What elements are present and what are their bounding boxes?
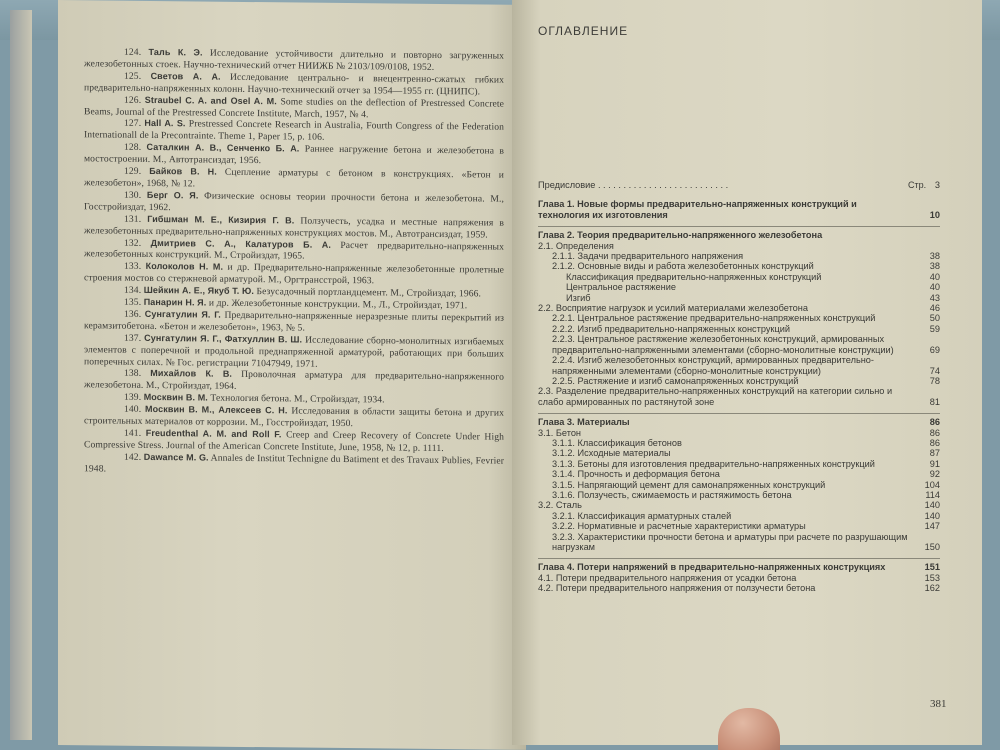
toc-chapter [538,558,940,572]
toc-entry-page: 140 [924,500,940,511]
reference-text: Раннее нагружение бетона и железобетона в мостостроении. М., Автотрансиздат, 1956. [84,143,505,167]
reference-number: 129. [124,165,142,177]
toc-entry-title: 3.1.1. Классификация бетонов [552,437,682,448]
reference-number: 125. [124,70,142,82]
reference-author: Дмитриев С. А., Калатуров Б. А. [150,237,331,250]
left-page [58,0,526,750]
reference-number: 132. [124,237,142,249]
toc-entry-page: 78 [929,375,940,386]
reference-text: Some studies on the deflection of Prestressed Concrete Beams, Journal of the Prestressed Concrete Institute, March, 1957, № 4. [84,95,504,120]
toc-entry-page: 38 [929,251,940,262]
reference-number: 131. [124,213,142,225]
toc-entry [538,500,940,510]
reference-author: Шейкин А. Е., Якуб Т. Ю. [143,285,254,297]
toc-entry-title: 2.2.1. Центральное растяжение предварительно-напряженных конструкций [552,313,876,324]
toc-entry [538,272,940,282]
reference-author: Freudenthal A. M. and Roll F. [145,427,282,440]
toc-entry-page: 50 [929,313,940,324]
page-column-label: Стр. [908,180,927,190]
reference-author: Москвин В. М. [143,392,208,403]
toc-entry-title: Классификация предварительно-напряженных конструкций [566,271,822,282]
toc-entry-title: 2.2.3. Центральное растяжение железобетонных конструкций, армированных предварительно-напряженными элементами (сборно-монолитные конструкции) [552,334,894,355]
reference-text: Технология бетона. М., Стройиздат, 1934. [210,392,385,406]
reference-author: Колоколов Н. М. [145,261,224,273]
toc-entry-title: 2.2.4. Изгиб железобетонных конструкций, армированных предварительно-напряженными элементами (сборно-монолитные конструкции) [552,355,874,376]
reference-number: 136. [124,308,142,320]
toc-entry-title: 2.3. Разделение предварительно-напряженных конструкций на категории сильно и слабо армированных по растянутой зоне [538,386,893,407]
reference-text: Сцепление арматуры с бетоном в конструкциях. «Бетон и железобетон», 1968, № 12. [84,166,504,190]
toc-entry-page: 38 [929,261,940,272]
reference-author: Dawance M. G. [143,451,209,463]
toc-entry [538,334,940,355]
toc-entry-page: 147 [924,521,940,532]
reference-author: Байков В. Н. [149,166,217,177]
toc-entry-title: 3.2. Сталь [538,500,582,511]
reference-author: Гибшман М. Е., Кизирия Г. В. [147,213,295,226]
reference-text: Физические основы теории прочности бетона и железобетона. М., Госстройиздат, 1962. [84,190,504,213]
toc-entry-page: 69 [929,344,940,355]
right-page [512,0,982,745]
toc-entry-page: 114 [925,489,940,500]
toc-entry [538,303,940,313]
reference-number: 135. [124,296,142,308]
reference-author: Светов А. А. [150,70,221,82]
toc-entry [538,521,940,531]
reference-number: 138. [124,368,142,380]
toc-entry-title: 2.2.2. Изгиб предварительно-напряженных конструкций [552,323,790,334]
reference-number: 142. [124,451,142,463]
toc-entry-title: 4.2. Потери предварительного напряжения от ползучести бетона [538,583,816,594]
toc-entry-page: 151 [924,562,940,573]
toc-entry-title: 2.1. Определения [538,240,614,251]
toc-entry-title: 3.1.5. Напрягающий цемент для самонапряженных конструкций [552,479,826,490]
toc-entry-title: 3.1.6. Ползучесть, сжимаемость и растяжимость бетона [552,489,792,500]
reference-number: 128. [124,141,142,154]
reference-text: Prestressed Concrete Research in Australia, Fourth Congress of the Federation Internationall de la Precontrainte. Theme 1, Paper 15, p. 106. [84,118,504,144]
toc-chapter [538,413,940,427]
reference-text: Исследование центрально- и внецентренно-сжатых гибких предварительно-напряженных колонн. Научно-технический отчет за 1954—1955 гг. (ЦНИПС). [84,71,504,98]
reference-author: Саталкин А. В., Сенченко Б. А. [146,142,300,154]
reference-author: Таль К. Э. [148,46,203,58]
toc-entry-page: 150 [924,542,940,552]
reference-author: Сунгатулин Я. Г., Фатхуллин В. Ш. [144,332,303,345]
reference-text: и др. Железобетонные конструкции. М., Л., Стройиздат, 1971. [208,297,468,312]
toc-entry-title: 3.1.3. Бетоны для изготовления предварительно-напряженных конструкций [552,458,875,469]
toc-entry-title: Глава 1. Новые формы предварительно-напряженных конструкций и технология их изготовления [538,199,857,220]
reference-text: Исследование сборно-монолитных изгибаемых элементов с поперечной и продольной преднапряженной арматурой, работающих при больших поперечных силах. № Гос. регистрации 71047949, 1971. [84,334,505,370]
toc-entry-page: 74 [929,365,940,376]
reference-text: Annales de Institut Technigne du Batiment et des Travaux Publies, Fevrier 1948. [84,452,504,475]
reference-list [84,46,504,479]
toc-entry [538,251,940,261]
reference-number: 124. [124,46,142,58]
reference-number: 139. [124,391,142,404]
reference-number: 130. [124,189,142,201]
reference-number: 141. [124,427,142,439]
page-title: ОГЛАВЛЕНИЕ [538,24,629,38]
toc-entry-page: 87 [929,448,940,459]
toc-entry [538,261,940,271]
reference-author: Панарин Н. Я. [143,296,207,308]
toc-entry [538,241,940,251]
reference-text: Предварительно-напряженные неразрезные плиты перекрытий из керамзитобетона. «Бетон и железобетон», 1963, № 5. [84,309,505,334]
reference-number: 126. [124,94,142,106]
reference-text: и др. Предварительно-напряженные железобетонные пролетные строения мостов со стержневой арматурой. М., Оргтрансстрой, 1963. [84,262,504,287]
toc-entry-title: 3.2.2. Нормативные и расчетные характеристики арматуры [552,521,806,532]
reference-author: Михайлов К. В. [150,368,233,380]
toc-entry [538,386,940,407]
reference-text: Исследования в области защиты бетона и других строительных материалов от коррозии. М., Госстройиздат, 1950. [84,405,504,430]
toc-entry [538,282,940,292]
reference-text: Ползучесть, усадка и местные напряжения в железобетонных предварительно-напряженных конструкциях мостов. М., Автотрансиздат, 1959. [84,215,504,241]
toc-entry [538,324,940,334]
toc-entry [538,355,940,376]
toc-chapter [538,226,940,240]
book-spread [28,0,988,750]
reference-author: Москвин В. М., Алексеев С. Н. [145,404,288,416]
toc-entry [538,480,940,490]
toc-entry-title: 3.2.1. Классификация арматурных сталей [552,510,732,521]
reference-author: Straubel C. A. and Osel A. M. [144,94,277,106]
toc-entry [538,438,940,448]
reference-text: Расчет предварительно-напряженных железобетонных конструкций. М., Стройиздат, 1965. [84,239,505,262]
reference-number: 127. [124,118,142,130]
toc-entry [538,490,940,500]
reference-author: Сунгатулин Я. Г. [144,308,221,320]
toc-entry [538,469,940,479]
reference-number: 133. [124,261,142,273]
toc-entry-title: 3.1.2. Исходные материалы [552,448,671,459]
toc-entry-page: 40 [929,282,940,293]
reference-text: Исследование устойчивости длительно и повторно загруженных железобетонных стоек. Научно-технический отчет НИИЖБ № 2103/109/0108, 1952. [84,47,505,73]
toc-entry-page: 91 [929,458,940,469]
reference-text: Безусадочный портландцемент. М., Стройиздат, 1966. [256,286,482,300]
toc-entry [538,448,940,458]
toc-entry-title: Изгиб [566,292,591,303]
toc-entry-title: Центральное растяжение [566,282,676,293]
toc-entry-page: 59 [929,323,940,334]
toc-entry-title: 2.1.1. Задачи предварительного напряжения [552,251,744,262]
toc-entry [538,459,940,469]
toc-entry-title: Глава 4. Потери напряжений в предварительно-напряженных конструкциях [538,562,886,573]
toc-entry-page: 104 [924,479,940,490]
toc-entry-title: 3.1.4. Прочность и деформация бетона [552,469,720,480]
toc-entry [538,511,940,521]
toc-entry-title: 2.2. Восприятие нагрузок и усилий материалами железобетона [538,303,808,314]
reference-item [84,451,504,479]
toc-entry [538,573,940,583]
toc-entry-page: 153 [924,572,940,583]
reference-number: 140. [124,403,142,416]
reference-item [84,332,504,372]
toc-entry-title: Предисловие . . . . . . . . . . . . . . . . . . . . . . . . . . [538,180,729,190]
toc-entry-page: 43 [929,292,940,303]
reference-author: Берг О. Я. [146,189,199,201]
toc-entry-title: 4.1. Потери предварительного напряжения от усадки бетона [538,572,797,583]
toc-entry-page: 81 [929,396,940,407]
toc-chapter [538,196,940,220]
toc-entry-page: 10 [929,209,940,220]
table-of-contents [538,180,940,594]
reference-text: Проволочная арматура для предварительно-напряженного железобетона. М., Стройиздат, 1964. [84,369,504,393]
toc-entry-page: 40 [929,271,940,282]
toc-entry-title: Глава 3. Материалы [538,417,630,428]
toc-entry [538,313,940,323]
toc-entry-page: 3 [934,180,940,190]
toc-entry-page: 162 [924,583,940,594]
reference-author: Hall A. S. [144,118,186,129]
toc-entry-page: 140 [924,510,940,521]
toc-entry-page: 86 [929,417,940,428]
toc-entry-title: 2.1.2. Основные виды и работа железобетонных конструкций [552,261,814,272]
toc-entry-title: 3.1. Бетон [538,427,581,438]
toc-entry [538,293,940,303]
toc-entry-page: 86 [929,427,940,438]
reference-number: 137. [124,332,142,344]
toc-entry-page: 86 [929,437,940,448]
toc-entry [538,180,940,190]
toc-entry-page: 46 [929,303,940,314]
toc-entry-title: 3.2.3. Характеристики прочности бетона и арматуры при расчете по разрушающим нагрузкам [552,531,908,552]
toc-entry-page: 92 [929,469,940,480]
toc-entry [538,583,940,593]
reference-text: Creep and Creep Recovery of Concrete Under High Compressive Stress. Journal of the American Concrete Institute, June, 1958, № 12, p. 1111. [84,429,505,454]
toc-entry [538,532,940,553]
toc-entry [538,376,940,386]
toc-entry-title: Глава 2. Теория предварительно-напряженного железобетона [538,230,823,241]
toc-entry-title: 2.2.5. Растяжение и изгиб самонапряженных конструкций [552,375,799,386]
reference-number: 134. [124,284,142,296]
page-number: 381 [930,698,947,710]
toc-entry [538,428,940,438]
